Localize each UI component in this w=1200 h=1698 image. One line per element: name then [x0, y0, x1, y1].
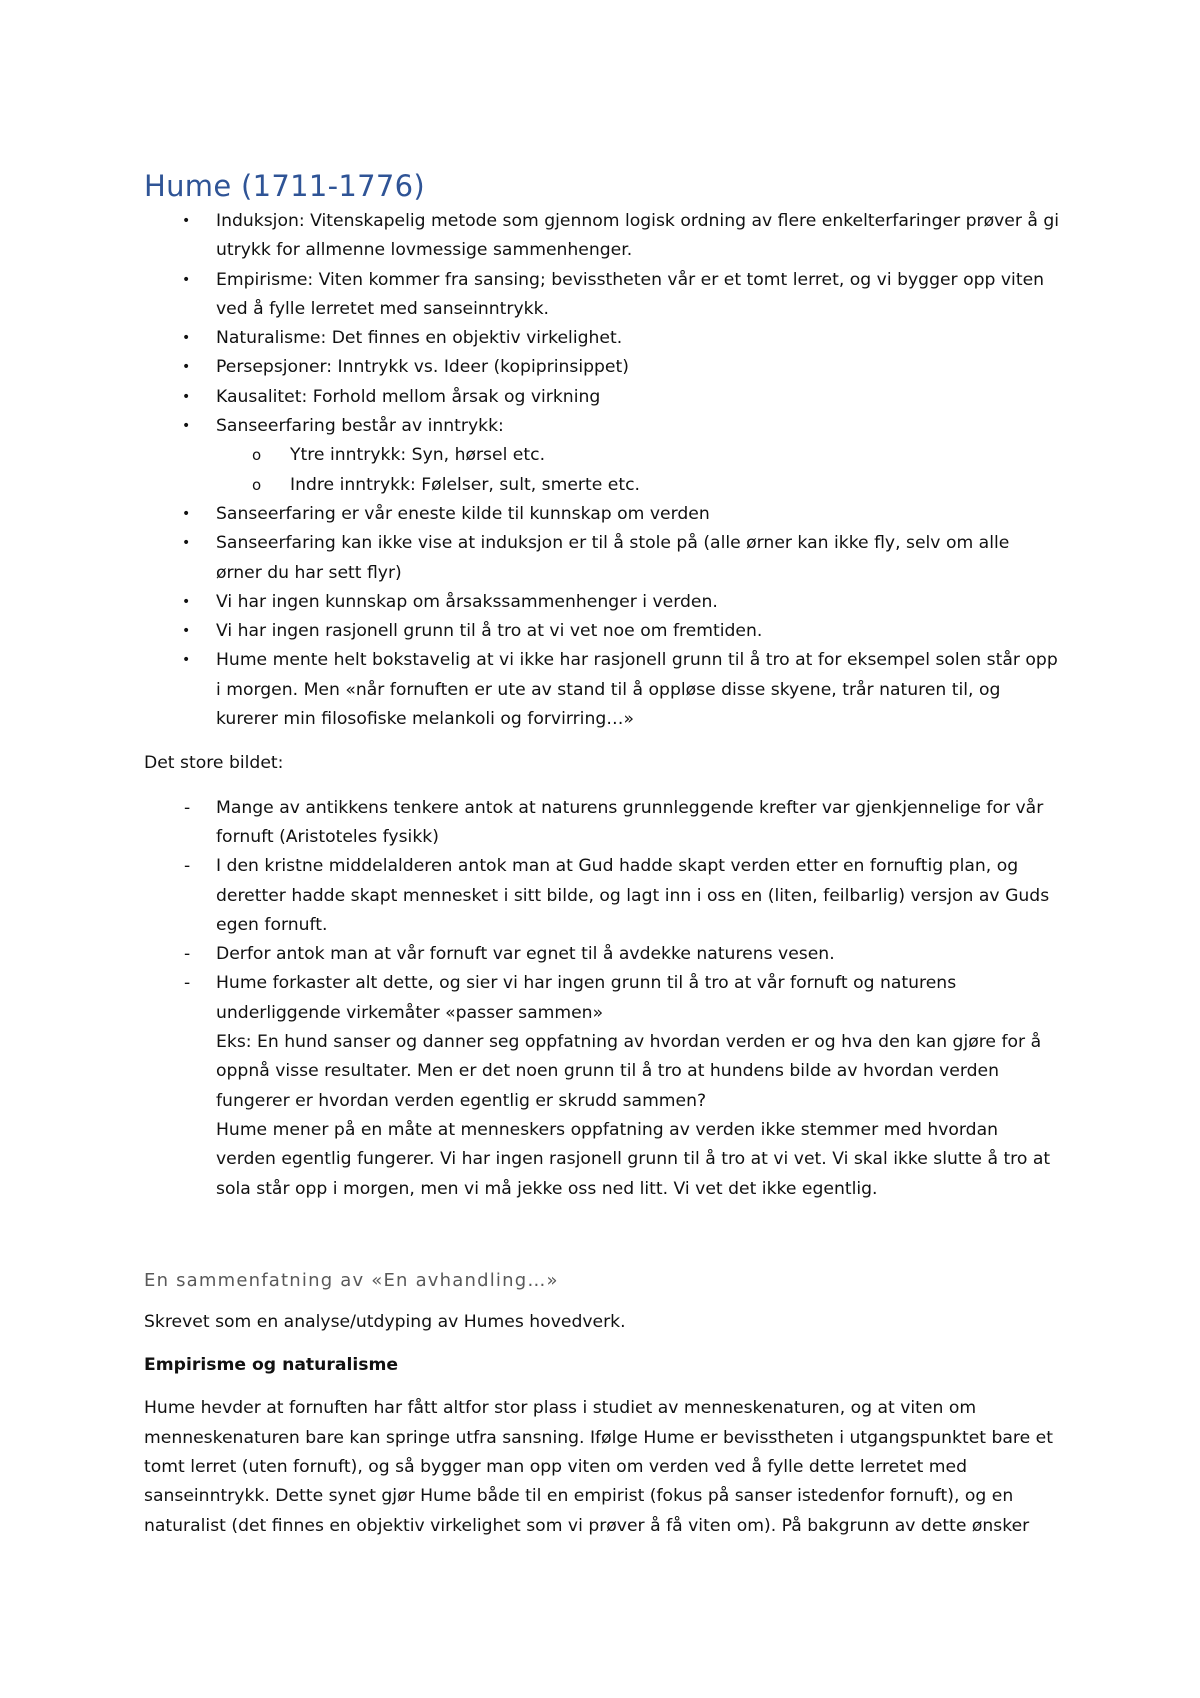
dash-item-text: Hume forkaster alt dette, og sier vi har ingen grunn til å tro at vår fornuft og naturens underliggende virkemåter «passer sammen» — [216, 973, 957, 1023]
list-item: • Kausalitet: Forhold mellom årsak og virkning — [144, 383, 1060, 412]
big-picture-label: Det store bildet: — [144, 753, 284, 774]
body-paragraph: Hume hevder at fornuften har fått altfor stor plass i studiet av menneskenaturen, og at viten om menneskenaturen bare kan springe utfra sansning. Ifølge Hume er bevisstheten i utgangspunktet bare et tomt lerret (uten fornuft), og så bygger man opp viten om verden ved å fylle dette lerretet med sanseinntrykk. Dette synet gjør Hume både til en empirist (fokus på sanser istedenfor fornuft), og en naturalist (det finnes en objektiv virkelighet som vi prøver å få viten om). På bakgrunn av dette ønsker — [144, 1398, 1053, 1536]
document-title: Hume (1711-1776) — [144, 169, 425, 203]
bullet-marker: • — [182, 623, 191, 640]
dash-item-conclusion: Hume mener på en måte at menneskers oppfatning av verden ikke stemmer med hvordan verden egentlig fungerer. Vi har ingen rasjonell grunn til å tro at vi vet. Vi skal ikke slutte å tro at sola står opp i morgen, men vi må jekke oss ned litt. Vi vet det ikke egentlig. — [216, 1119, 1051, 1199]
sub-list-item: o Ytre inntrykk: Syn, hørsel etc. — [144, 441, 1060, 470]
dash-marker: - — [184, 944, 191, 965]
sub-bullet-marker: o — [252, 446, 262, 465]
list-item: • Vi har ingen kunnskap om årsakssammenhenger i verden. — [144, 588, 1060, 617]
list-item: • Persepsjoner: Inntrykk vs. Ideer (kopiprinsippet) — [144, 353, 1060, 382]
bullet-marker: • — [182, 535, 191, 552]
section-subtitle: En sammenfatning av «En avhandling…» — [144, 1269, 559, 1291]
bullet-marker: • — [182, 505, 191, 522]
dash-item: - Mange av antikkens tenkere antok at naturens grunnleggende krefter var gjenkjennelige for vår fornuft (Aristoteles fysikk) — [144, 794, 1060, 853]
section-heading: Empirisme og naturalisme — [144, 1355, 399, 1376]
dash-item: - I den kristne middelalderen antok man at Gud hadde skapt verden etter en fornuftig plan, og deretter hadde skapt mennesket i sitt bilde, og lagt inn i oss en (liten, feilbarlig) versjon av Guds egen fornuft. — [144, 852, 1060, 940]
intro-paragraph: Skrevet som en analyse/utdyping av Humes hovedverk. — [144, 1311, 626, 1332]
bullet-marker: • — [182, 213, 191, 229]
bullet-marker: • — [182, 418, 191, 435]
list-item: • Induksjon: Vitenskapelig metode som gjennom logisk ordning av flere enkelterfaringer prøver å gi utrykk for allmenne lovmessige sammenhenger. — [144, 207, 1060, 266]
bullet-marker: • — [182, 593, 191, 610]
sub-bullet-marker: o — [252, 475, 262, 494]
bullet-marker: • — [182, 271, 191, 288]
list-item: • Sanseerfaring er vår eneste kilde til kunnskap om verden — [144, 500, 1060, 529]
dash-marker: - — [184, 797, 191, 818]
bullet-marker: • — [182, 652, 191, 669]
list-item: • Sanseerfaring består av inntrykk: — [144, 412, 1060, 441]
bullet-marker: • — [182, 359, 191, 376]
bullet-marker: • — [182, 388, 191, 405]
bullet-list — [144, 207, 1060, 734]
bullet-marker: • — [182, 330, 191, 347]
list-item: • Hume mente helt bokstavelig at vi ikke har rasjonell grunn til å tro at for eksempel solen står opp i morgen. Men «når fornuften er ute av stand til å oppløse disse skyene, trår naturen til, og kurerer min filosofiske melankoli og forvirring…» — [144, 646, 1060, 734]
sub-list-item: o Indre inntrykk: Følelser, sult, smerte etc. — [144, 471, 1060, 500]
list-item: • Vi har ingen rasjonell grunn til å tro at vi vet noe om fremtiden. — [144, 617, 1060, 646]
list-item: • Naturalisme: Det finnes en objektiv virkelighet. — [144, 324, 1060, 353]
dash-marker: - — [184, 973, 191, 994]
list-item: • Sanseerfaring kan ikke vise at induksjon er til å stole på (alle ørner kan ikke fly, selv om alle ørner du har sett flyr) — [144, 529, 1060, 588]
dash-marker: - — [184, 856, 191, 877]
dash-item: - Derfor antok man at vår fornuft var egnet til å avdekke naturens vesen. — [144, 940, 1060, 969]
dash-item-example: Eks: En hund sanser og danner seg oppfatning av hvordan verden er og hva den kan gjøre for å oppnå visse resultater. Men er det noen grunn til å tro at hundens bilde av hvordan verden fungerer er hvordan verden egentlig er skrudd sammen? — [216, 1032, 1042, 1111]
dash-list — [144, 794, 1060, 1204]
dash-item — [144, 969, 1060, 1203]
list-item: • Empirisme: Viten kommer fra sansing; bevisstheten vår er et tomt lerret, og vi bygger opp viten ved å fylle lerretet med sanseinntrykk. — [144, 266, 1060, 325]
